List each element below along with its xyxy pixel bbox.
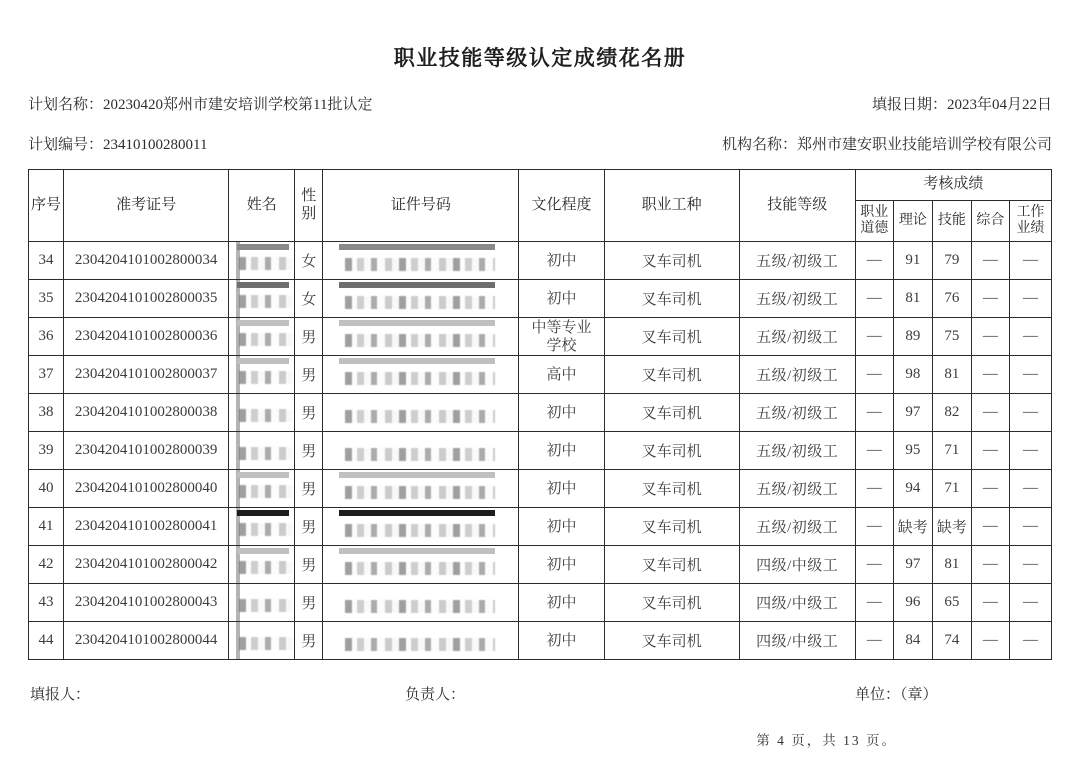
cell-comprehensive: —: [971, 280, 1009, 318]
cell-comprehensive: —: [971, 356, 1009, 394]
pixelated-id-number: [345, 600, 495, 613]
cell-gender: 男: [295, 470, 323, 508]
cell-comprehensive: —: [971, 242, 1009, 280]
col-header-ticket: 准考证号: [64, 170, 229, 242]
cell-theory: 84: [893, 622, 932, 660]
cell-comprehensive: —: [971, 546, 1009, 584]
cell-education: 初中: [519, 622, 604, 660]
redaction-bar: [339, 510, 495, 516]
redaction-bar: [237, 472, 289, 478]
cell-work: —: [1009, 622, 1051, 660]
cell-name-redacted: [229, 280, 295, 318]
pixelated-id-number: [345, 258, 495, 271]
cell-ethics: —: [855, 280, 893, 318]
col-header-name: 姓名: [229, 170, 295, 242]
col-header-ethics: 职业道德: [855, 201, 893, 242]
cell-level: 五级/初级工: [739, 242, 855, 280]
cell-skill: 82: [932, 394, 971, 432]
page-title: 职业技能等级认定成绩花名册: [393, 46, 687, 70]
cell-comprehensive: —: [971, 318, 1009, 356]
col-header-work: 工作业绩: [1009, 201, 1051, 242]
roster-table-header: [29, 170, 1052, 242]
col-header-theory: 理论: [893, 201, 932, 242]
col-header-seq: 序号: [29, 170, 64, 242]
cell-ethics: —: [855, 242, 893, 280]
pixelated-id-number: [345, 296, 495, 309]
pixelated-name: [239, 561, 293, 574]
cell-ticket: 2304204101002800043: [64, 584, 229, 622]
table-row: [29, 242, 1052, 280]
cell-theory: 缺考: [893, 508, 932, 546]
manager-label: 负责人：: [405, 687, 466, 703]
cell-gender: 男: [295, 584, 323, 622]
cell-ticket: 2304204101002800038: [64, 394, 229, 432]
roster-table-body: [29, 242, 1052, 660]
pixelated-id-number: [345, 638, 495, 651]
table-row: [29, 546, 1052, 584]
cell-occupation: 叉车司机: [604, 318, 739, 356]
cell-education: 中等专业学校: [519, 318, 604, 356]
cell-id-redacted: [323, 432, 519, 470]
cell-seq: 36: [29, 318, 64, 356]
cell-skill: 71: [932, 432, 971, 470]
pixelated-name: [239, 485, 293, 498]
cell-id-redacted: [323, 470, 519, 508]
cell-gender: 女: [295, 280, 323, 318]
pixelated-id-number: [345, 524, 495, 537]
redaction-bar: [237, 282, 289, 288]
cell-work: —: [1009, 470, 1051, 508]
cell-level: 五级/初级工: [739, 394, 855, 432]
cell-seq: 42: [29, 546, 64, 584]
cell-occupation: 叉车司机: [604, 432, 739, 470]
cell-id-redacted: [323, 356, 519, 394]
cell-occupation: 叉车司机: [604, 280, 739, 318]
redaction-bar: [237, 358, 289, 364]
pixelated-id-number: [345, 562, 495, 575]
cell-theory: 96: [893, 584, 932, 622]
cell-level: 五级/初级工: [739, 508, 855, 546]
cell-skill: 76: [932, 280, 971, 318]
pixelated-id-number: [345, 486, 495, 499]
cell-gender: 男: [295, 394, 323, 432]
cell-level: 五级/初级工: [739, 356, 855, 394]
col-header-level: 技能等级: [739, 170, 855, 242]
cell-id-redacted: [323, 394, 519, 432]
cell-level: 四级/中级工: [739, 546, 855, 584]
cell-skill: 81: [932, 356, 971, 394]
cell-skill: 75: [932, 318, 971, 356]
cell-theory: 94: [893, 470, 932, 508]
cell-occupation: 叉车司机: [604, 508, 739, 546]
table-row: [29, 356, 1052, 394]
cell-ethics: —: [855, 470, 893, 508]
cell-ticket: 2304204101002800041: [64, 508, 229, 546]
redaction-bar: [339, 244, 495, 250]
roster-table: [28, 169, 1052, 660]
table-row: [29, 584, 1052, 622]
pixelated-name: [239, 295, 293, 308]
filler-label: 填报人：: [30, 687, 91, 703]
cell-seq: 35: [29, 280, 64, 318]
pixelated-id-number: [345, 372, 495, 385]
cell-education: 高中: [519, 356, 604, 394]
cell-comprehensive: —: [971, 508, 1009, 546]
pixelated-name: [239, 409, 293, 422]
cell-seq: 37: [29, 356, 64, 394]
cell-education: 初中: [519, 280, 604, 318]
signature-row: [28, 683, 1052, 703]
fill-date: 填报日期：2023年04月22日: [871, 97, 1052, 113]
cell-skill: 65: [932, 584, 971, 622]
cell-name-redacted: [229, 318, 295, 356]
cell-skill: 71: [932, 470, 971, 508]
redaction-bar: [237, 244, 289, 250]
meta-row-2: [28, 133, 1052, 154]
cell-work: —: [1009, 356, 1051, 394]
col-header-skill: 技能: [932, 201, 971, 242]
col-header-comprehensive: 综合: [971, 201, 1009, 242]
redaction-bar: [237, 548, 289, 554]
cell-ethics: —: [855, 508, 893, 546]
cell-name-redacted: [229, 432, 295, 470]
pixelated-name: [239, 637, 293, 650]
cell-name-redacted: [229, 508, 295, 546]
cell-ethics: —: [855, 546, 893, 584]
pixelated-name: [239, 447, 293, 460]
cell-work: —: [1009, 432, 1051, 470]
cell-theory: 97: [893, 394, 932, 432]
cell-education: 初中: [519, 242, 604, 280]
cell-id-redacted: [323, 546, 519, 584]
cell-gender: 男: [295, 546, 323, 584]
table-row: [29, 394, 1052, 432]
cell-id-redacted: [323, 622, 519, 660]
cell-ticket: 2304204101002800042: [64, 546, 229, 584]
table-row: [29, 622, 1052, 660]
cell-occupation: 叉车司机: [604, 242, 739, 280]
cell-theory: 98: [893, 356, 932, 394]
pixelated-name: [239, 599, 293, 612]
cell-name-redacted: [229, 546, 295, 584]
cell-id-redacted: [323, 318, 519, 356]
cell-ethics: —: [855, 394, 893, 432]
pixelated-name: [239, 523, 293, 536]
cell-theory: 81: [893, 280, 932, 318]
cell-work: —: [1009, 394, 1051, 432]
cell-id-redacted: [323, 280, 519, 318]
cell-skill: 79: [932, 242, 971, 280]
col-header-scores-group: 考核成绩: [855, 170, 1051, 201]
cell-name-redacted: [229, 584, 295, 622]
cell-seq: 41: [29, 508, 64, 546]
cell-skill: 缺考: [932, 508, 971, 546]
cell-name-redacted: [229, 394, 295, 432]
col-header-education: 文化程度: [519, 170, 604, 242]
table-row: [29, 318, 1052, 356]
redaction-bar: [339, 472, 495, 478]
cell-work: —: [1009, 280, 1051, 318]
table-row: [29, 508, 1052, 546]
cell-seq: 43: [29, 584, 64, 622]
cell-id-redacted: [323, 584, 519, 622]
redaction-bar: [339, 282, 495, 288]
org-name: 机构名称：郑州市建安职业技能培训学校有限公司: [721, 137, 1052, 153]
table-row: [29, 470, 1052, 508]
pixelated-name: [239, 333, 293, 346]
cell-education: 初中: [519, 546, 604, 584]
cell-level: 四级/中级工: [739, 622, 855, 660]
cell-skill: 74: [932, 622, 971, 660]
cell-level: 五级/初级工: [739, 470, 855, 508]
cell-ticket: 2304204101002800037: [64, 356, 229, 394]
cell-comprehensive: —: [971, 394, 1009, 432]
pixelated-name: [239, 371, 293, 384]
cell-occupation: 叉车司机: [604, 394, 739, 432]
plan-number: 计划编号：23410100280011: [28, 137, 208, 153]
cell-education: 初中: [519, 508, 604, 546]
cell-seq: 38: [29, 394, 64, 432]
cell-work: —: [1009, 584, 1051, 622]
cell-level: 五级/初级工: [739, 432, 855, 470]
cell-comprehensive: —: [971, 470, 1009, 508]
cell-ticket: 2304204101002800039: [64, 432, 229, 470]
cell-ethics: —: [855, 432, 893, 470]
cell-ethics: —: [855, 318, 893, 356]
cell-theory: 91: [893, 242, 932, 280]
cell-gender: 女: [295, 242, 323, 280]
cell-theory: 97: [893, 546, 932, 584]
cell-id-redacted: [323, 242, 519, 280]
cell-education: 初中: [519, 470, 604, 508]
cell-occupation: 叉车司机: [604, 470, 739, 508]
pixelated-id-number: [345, 448, 495, 461]
cell-ticket: 2304204101002800040: [64, 470, 229, 508]
cell-name-redacted: [229, 622, 295, 660]
meta-row-1: [28, 93, 1052, 114]
page-indicator: 第 4 页，共 13 页。: [756, 733, 897, 748]
cell-occupation: 叉车司机: [604, 622, 739, 660]
cell-skill: 81: [932, 546, 971, 584]
cell-level: 五级/初级工: [739, 318, 855, 356]
col-header-occupation: 职业工种: [604, 170, 739, 242]
cell-ticket: 2304204101002800036: [64, 318, 229, 356]
redaction-bar: [237, 510, 289, 516]
pixelated-name: [239, 257, 293, 270]
cell-comprehensive: —: [971, 622, 1009, 660]
cell-level: 四级/中级工: [739, 584, 855, 622]
cell-name-redacted: [229, 242, 295, 280]
redaction-bar: [339, 548, 495, 554]
cell-work: —: [1009, 318, 1051, 356]
cell-name-redacted: [229, 356, 295, 394]
cell-theory: 95: [893, 432, 932, 470]
cell-seq: 39: [29, 432, 64, 470]
cell-ticket: 2304204101002800035: [64, 280, 229, 318]
cell-gender: 男: [295, 508, 323, 546]
cell-theory: 89: [893, 318, 932, 356]
cell-work: —: [1009, 546, 1051, 584]
cell-id-redacted: [323, 508, 519, 546]
cell-gender: 男: [295, 318, 323, 356]
col-header-id-no: 证件号码: [323, 170, 519, 242]
cell-work: —: [1009, 242, 1051, 280]
cell-seq: 34: [29, 242, 64, 280]
redaction-bar: [339, 320, 495, 326]
cell-gender: 男: [295, 432, 323, 470]
cell-ethics: —: [855, 356, 893, 394]
cell-education: 初中: [519, 584, 604, 622]
redaction-bar: [237, 320, 289, 326]
cell-comprehensive: —: [971, 432, 1009, 470]
table-row: [29, 432, 1052, 470]
cell-gender: 男: [295, 622, 323, 660]
cell-ticket: 2304204101002800034: [64, 242, 229, 280]
cell-ethics: —: [855, 622, 893, 660]
cell-name-redacted: [229, 470, 295, 508]
cell-occupation: 叉车司机: [604, 546, 739, 584]
cell-occupation: 叉车司机: [604, 356, 739, 394]
plan-name: 计划名称：20230420郑州市建安培训学校第11批认定: [28, 97, 373, 113]
unit-seal-label: 单位：（章）: [855, 687, 938, 703]
cell-seq: 40: [29, 470, 64, 508]
cell-work: —: [1009, 508, 1051, 546]
cell-seq: 44: [29, 622, 64, 660]
cell-gender: 男: [295, 356, 323, 394]
pixelated-id-number: [345, 410, 495, 423]
pixelated-id-number: [345, 334, 495, 347]
cell-education: 初中: [519, 432, 604, 470]
cell-comprehensive: —: [971, 584, 1009, 622]
cell-ethics: —: [855, 584, 893, 622]
cell-ticket: 2304204101002800044: [64, 622, 229, 660]
cell-level: 五级/初级工: [739, 280, 855, 318]
redaction-bar: [339, 358, 495, 364]
cell-occupation: 叉车司机: [604, 584, 739, 622]
cell-education: 初中: [519, 394, 604, 432]
table-row: [29, 280, 1052, 318]
col-header-gender: 性别: [295, 170, 323, 242]
